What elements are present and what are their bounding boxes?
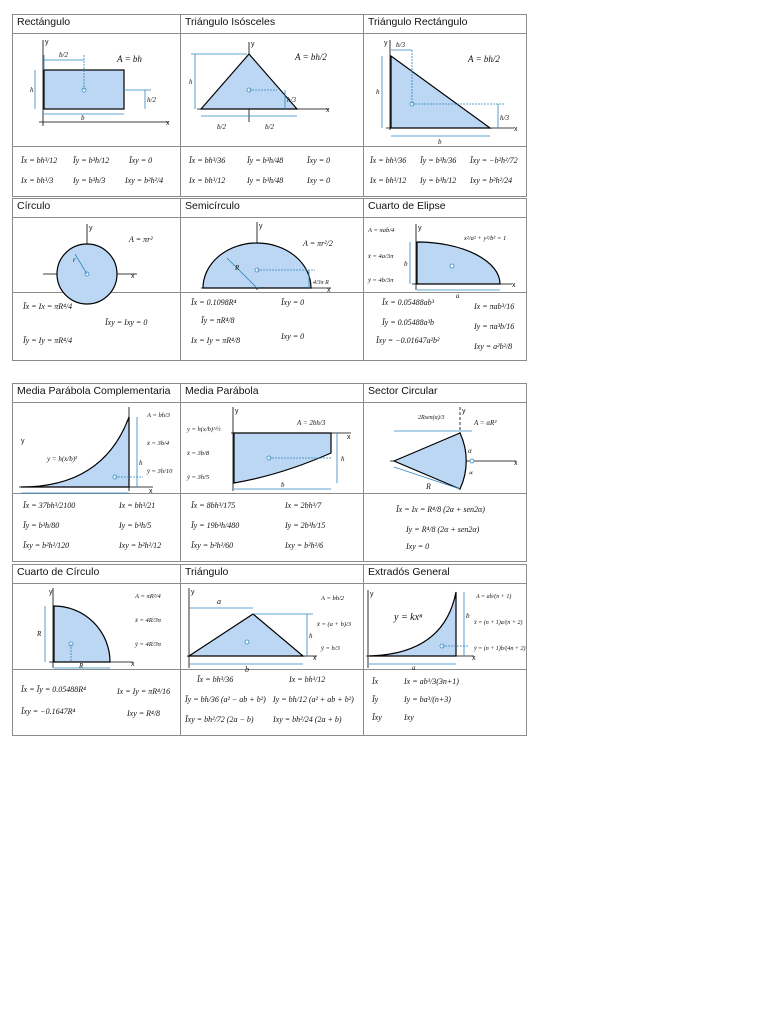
title-cuarto-circulo: Cuarto de Círculo [13,565,181,584]
formulas-triangulo [181,670,364,736]
axis-x-label: x [326,107,330,114]
dim-b-half: b/2 [59,51,68,59]
formula-iy-bar: Īy = b³h/48 [247,156,284,165]
figure-extrados-general [364,584,527,670]
formula-ixy-bar: Īxy = 0 [129,156,153,165]
formula-ixy: Ixy = 0 [406,542,430,551]
dim-b: b [281,481,285,489]
figure-circulo [13,218,181,293]
formula-iy: Iy = R⁴/8 (2α + sen2α) [406,525,480,534]
title-triangulo: Triángulo [181,565,364,584]
angle-alpha-top: α [468,447,472,455]
formulas-media-parabola-complementaria [13,494,181,562]
formula-iy-bar: Īy = πR⁴/8 [201,316,235,325]
formula-ix-bar: Īx = bh³/36 [189,156,226,165]
dim-r: r [73,256,76,264]
general-spandrel-diagram [364,584,527,672]
formula-iy: Iy = b³h/12 [420,176,457,185]
title-rectangulo: Rectángulo [13,15,181,34]
area-formula: A = πr²/2 [303,239,333,248]
right-triangle-diagram [364,34,527,146]
title-semicirculo: Semicírculo [181,199,364,218]
formula-ix: Ix = bh³/12 [289,675,326,684]
axis-y-label: y [21,438,25,445]
title-triangulo-rectangulo: Triángulo Rectángulo [364,15,527,34]
area-formula: A = 2bh/3 [297,419,326,427]
dim-h: h [189,78,193,86]
dim-r: R [235,264,240,272]
axis-y-label: y [251,41,255,48]
formula-ixy: Ixy = 0 [307,176,331,185]
area-formula: A = bh [117,54,142,64]
axis-y-label: y [235,408,239,415]
formula-ixy-bar: Īxy = −0.01647a²b² [376,336,440,345]
formula-ixy-bar: Īxy = b²h²/60 [191,541,234,550]
table-row-2 [12,198,527,361]
triangle-diagram [181,584,364,674]
dim-b: b [404,260,408,268]
formula-iy: Iy = bh/12 (a² + ab + b²) [273,695,354,704]
rectangle-diagram [13,34,181,146]
dim-b-third: b/3 [396,41,405,49]
formula-block [364,670,527,730]
formula-iy: Iy = πa³b/16 [474,322,515,331]
figure-triangulo-isosceles [181,34,364,147]
centroid-x: x̄ = 4R/3π [135,617,162,624]
axis-y-label: y [259,223,263,230]
axis-y-label: y [370,591,374,598]
axis-x-label: x [131,661,135,668]
formula-ixy: Ixy = bh²/24 (2a + b) [273,715,342,724]
table-row-3 [12,383,527,562]
sector-shape [394,433,466,489]
formula-iy: Iy = 2b³h/15 [285,521,326,530]
formula-ixy-bar: Īxy = b²h²/120 [23,541,70,550]
figure-media-parabola-complementaria [13,403,181,494]
area-formula: A = πr² [129,235,153,244]
dim-h: h [341,455,345,463]
formula-block [181,494,364,556]
dim-centroid: 4/3π R [313,280,329,286]
centroid-x: x̄ = 3b/8 [187,450,210,457]
formula-ix: Īx = Ix = R⁴/8 (2α + sen2α) [396,505,485,514]
ellipse-equation: x²/a² + y²/b² = 1 [464,235,507,242]
formula-ix: Ix = 2bh³/7 [285,501,322,510]
right-triangle-shape [391,56,490,128]
curve-equation: y = h(x/b)² [47,455,78,463]
quarter-ellipse-diagram [364,218,527,300]
area-formula: A = bh/2 [468,54,500,64]
dim-r-vertical: R [37,630,42,638]
title-triangulo-isosceles: Triángulo Isósceles [181,15,364,34]
centroid-y: ȳ = 4R/3π [135,641,162,648]
formula-ixy-bar: Īxy = −b²h²/72 [470,156,518,165]
axis-y-label: y [418,225,422,232]
triangle-shape [189,614,303,656]
angle-alpha-bottom: ∝ [468,469,474,477]
formula-ixy: Ixy = b²h²/6 [285,541,324,550]
title-media-parabola-complementaria: Media Parábola Complementaria [13,384,181,403]
axis-y-label: y [384,40,388,47]
formula-ix: Ix = bh³/3 [21,176,54,185]
curve-equation: y = h(x/b)^½ [187,426,221,433]
axis-x-label: x [514,126,518,133]
formula-ix: Ix = πab³/16 [474,302,515,311]
formula-ix-bar: Īx = 8bh³/175 [191,501,236,510]
dim-b: b [81,114,85,122]
formula-block [364,293,527,355]
centroid-x: x̄ = 4a/3π [368,253,394,260]
circular-sector-diagram [364,403,527,493]
formula-iy: Īy = Iy = πR⁴/4 [23,336,73,345]
formula-ix: Īx = Ix = πR⁴/4 [23,302,73,311]
dim-b: b [466,612,470,620]
formula-block [181,147,364,191]
formula-ix-bar: Īx = 37bh³/2100 [23,501,76,510]
title-sector-circular: Sector Circular [364,384,527,403]
centroid-y: ȳ = (n + 1)b/(4n + 2) [474,646,526,652]
dim-h-third: h/3 [500,114,509,122]
formula-ix-iy: Ix = Iy = πR⁴/16 [117,687,171,696]
dim-a: a [217,597,221,606]
formula-ixy: Ixy = a²b²/8 [474,342,513,351]
formula-ixy: Ixy = b²h²/24 [470,176,513,185]
figure-media-parabola [181,403,364,494]
centroid-x: x̄ = 3b/4 [147,440,170,447]
centroid-y: ȳ = 3h/5 [187,474,210,481]
formulas-rectangulo [13,147,181,197]
formula-ixy: Ixy = b²h²/12 [119,541,162,550]
curve-equation: y = kxⁿ [394,612,423,623]
dim-h: h [309,632,313,640]
figure-rectangulo [13,34,181,147]
formulas-semicirculo [181,293,364,361]
dim-a: a [412,664,416,672]
formulas-circulo [13,293,181,361]
axis-y-label: y [49,589,53,596]
axis-x-label: x [149,488,153,495]
semicircle-shape [203,243,311,288]
axis-y-label: y [191,589,195,596]
area-formula: A = bh/2 [295,52,327,62]
axis-x-label: x [514,460,518,467]
quarter-circle-shape [54,606,110,662]
area-formula: A = πab/4 [368,227,395,234]
centroid-y: ȳ = 4b/3π [368,277,394,284]
centroid-y: ȳ = h/3 [321,645,340,652]
title-cuarto-elipse: Cuarto de Elipse [364,199,527,218]
formula-iy-bar: Īy = bh/36 (a² − ab + b²) [185,695,266,704]
formula-block [13,147,181,191]
dim-b: b [245,665,249,674]
title-media-parabola: Media Parábola [181,384,364,403]
dim-r: R [426,482,431,491]
formula-ix-bar: Īx = bh³/36 [370,156,407,165]
formula-block [181,293,364,355]
complementary-half-parabola-diagram [13,403,181,493]
formulas-media-parabola [181,494,364,562]
formulas-cuarto-circulo [13,670,181,736]
semicircle-diagram [181,218,364,292]
formula-ix-bar: Īx = bh³/12 [21,156,58,165]
formula-iy-bar: Īy = b³h/12 [73,156,110,165]
formula-ixy: Ixy [404,713,414,722]
formula-ix-iy: Ix = Iy = πR⁴/8 [191,336,241,345]
formula-block [13,670,181,730]
dim-a: a [456,292,460,300]
formula-ixy-bar: Īxy = bh²/72 (2a − b) [185,715,254,724]
isosceles-triangle-diagram [181,34,364,146]
circle-diagram [13,218,181,292]
formula-ix: Ix = ab³/3(3n+1) [404,677,459,686]
formula-ixy: Ixy = b²h²/4 [125,176,164,185]
formula-ixy: Īxy = Ixy = 0 [105,318,148,327]
dim-h: h [376,88,380,96]
centroid-x: x̄ = (a + b)/3 [317,621,352,628]
dim-centroid: 2Rsen(α)/3 [418,415,445,421]
formula-iy-bar: Īy = 0.05488a³b [382,318,435,327]
centroid-y: ȳ = 3h/10 [147,468,173,475]
formula-block [13,494,181,556]
dim-h: h [30,86,34,94]
formula-ix-bar: Īx = 0.1098R⁴ [191,298,237,307]
formula-ix: Ix = bh³/12 [189,176,226,185]
formula-block [364,494,527,556]
formula-iy-bar: Īy = b³h/80 [23,521,60,530]
axis-y-label: y [45,39,49,46]
axis-x-label: x [347,434,351,441]
dim-b: b [438,138,442,146]
axis-x-label: x [472,655,476,662]
dim-h-third: h/3 [287,96,296,104]
area-formula: A = bh/2 [321,595,345,602]
dim-h-half: h/2 [147,96,156,104]
title-circulo: Círculo [13,199,181,218]
axis-x-label: x [512,282,516,289]
isosceles-triangle-shape [201,54,297,109]
table-row-4 [12,564,527,736]
figure-cuarto-circulo [13,584,181,670]
axis-x-label: x [327,287,331,294]
title-extrados-general: Extradós General [364,565,527,584]
area-formula: A = ab/(n + 1) [476,594,512,600]
formula-ixy-bar: Īxy = −0.1647R⁴ [21,707,76,716]
formulas-extrados-general [364,670,527,736]
formula-ixy-bar: Īxy = 0 [307,156,331,165]
figure-triangulo [181,584,364,674]
area-formula: A = πR²/4 [135,593,161,600]
formula-ixy: Ixy = R⁴/8 [127,709,161,718]
axis-x-label: x [313,655,317,662]
formula-ixy-bar: Īxy = 0 [281,298,305,307]
formulas-triangulo-rectangulo [364,147,527,197]
figure-sector-circular [364,403,527,494]
dim-b-half-right: b/2 [265,123,274,131]
formula-iy: Iy = b³h/5 [119,521,152,530]
formulas-triangulo-isosceles [181,147,364,197]
formula-ix-iy-bar: Īx = Īy = 0.05488R⁴ [21,685,86,694]
dim-r-horizontal: R [79,662,84,670]
formula-ixy-bar: Īxy [372,713,382,722]
axis-x-label: x [131,273,135,280]
figure-semicirculo [181,218,364,293]
formulas-sector-circular [364,494,527,562]
area-formula: A = bh/3 [147,412,171,419]
axis-y-label: y [89,225,93,232]
formula-iy: Iy = ba³/(n+3) [404,695,451,704]
axis-y-label: y [462,408,466,415]
half-parabola-diagram [181,403,364,493]
formula-iy: Iy = b³h/3 [73,176,106,185]
figure-triangulo-rectangulo [364,34,527,147]
figure-cuarto-elipse [364,218,527,300]
dim-b-half-left: b/2 [217,123,226,131]
formula-ix-bar: Īx [372,677,379,686]
formula-ix-bar: Īx = 0.05488ab³ [382,298,435,307]
formula-ix-bar: Īx = bh³/36 [197,675,234,684]
formulas-cuarto-elipse [364,293,527,361]
formula-iy-bar: Īy [372,695,379,704]
formula-iy-bar: Īy = b³h/36 [420,156,457,165]
table-row-1 [12,14,527,197]
formula-iy-bar: Īy = 19b³h/480 [191,521,240,530]
area-formula: A = αR² [474,419,497,427]
quarter-ellipse-shape [417,242,500,284]
dim-h: h [139,459,143,467]
formula-ix: Ix = bh³/21 [119,501,156,510]
formula-block [181,670,364,730]
formula-block [13,293,181,355]
formula-ixy: Ixy = 0 [281,332,305,341]
formula-ix: Ix = bh³/12 [370,176,407,185]
centroid-x: x̄ = (n + 1)a/(n + 2) [474,620,523,626]
quarter-circle-diagram [13,584,181,669]
formula-block [364,147,527,191]
formula-iy: Iy = b³h/48 [247,176,284,185]
axis-x-label: x [166,120,170,127]
